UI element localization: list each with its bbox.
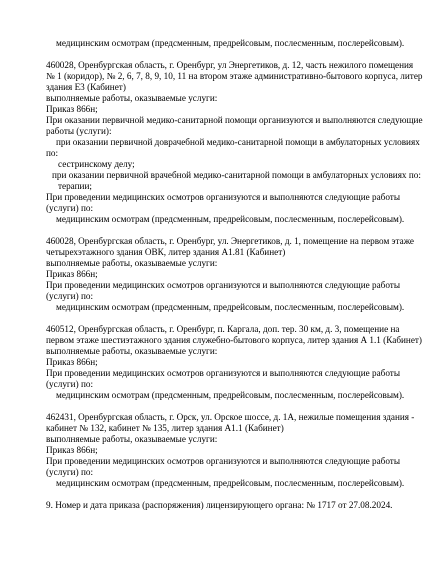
work-line: (услуги) по: (46, 379, 94, 389)
services-heading: выполняемые работы, оказываемые услуги: (46, 258, 218, 268)
address-line: 460028, Оренбургская область, г. Оренбург, ул Энергетиков, д. 12, часть нежилого помещения (46, 60, 414, 70)
work-line: при оказании первичной врачебной медико-санитарной помощи в амбулаторных условиях по: (52, 170, 421, 180)
order-line: Приказ 866н; (46, 357, 98, 367)
services-line: медицинским осмотрам (предсменным, предрейсовым, послесменным, послерейсовым). (56, 478, 405, 488)
work-line: При проведении медицинских осмотров организуются и выполняются следующие работы (46, 280, 400, 290)
services-heading: выполняемые работы, оказываемые услуги: (46, 93, 218, 103)
work-line: (услуги) по: (46, 203, 94, 213)
address-line: 462431, Оренбургская область, г. Орск, ул. Орское шоссе, д. 1А, нежилые помещения здания - (46, 412, 415, 422)
order-line: Приказ 866н; (46, 269, 98, 279)
work-line: сестринскому делу; (58, 159, 135, 169)
work-line: При оказании первичной медико-санитарной помощи организуются и выполняются следующие (46, 115, 423, 125)
work-line: терапии; (58, 181, 92, 191)
address-line: 460028, Оренбургская область, г. Оренбург, ул. Энергетиков, д. 1, помещение на первом этаже (46, 236, 415, 246)
work-line: (услуги) по: (46, 291, 94, 301)
services-heading: выполняемые работы, оказываемые услуги: (46, 434, 218, 444)
work-line: При проведении медицинских осмотров организуются и выполняются следующие работы (46, 192, 400, 202)
work-line: При проведении медицинских осмотров организуются и выполняются следующие работы (46, 456, 400, 466)
order-line: Приказ 866н; (46, 445, 98, 455)
services-line: медицинским осмотрам (предсменным, предрейсовым, послесменным, послерейсовым). (56, 302, 405, 312)
order-number-line: 9. Номер и дата приказа (распоряжения) лицензирующего органа: № 1717 от 27.08.2024. (46, 500, 393, 510)
address-line: кабинет № 132, кабинет № 135, литер здания А1.1 (Кабинет) (46, 423, 284, 433)
order-line: Приказ 866н; (46, 104, 98, 114)
work-line: (услуги) по: (46, 467, 94, 477)
work-line: по: (46, 148, 59, 158)
services-heading: выполняемые работы, оказываемые услуги: (46, 346, 218, 356)
address-line: первом этаже шестиэтажного здания служебно-бытового корпуса, литер здания А 1.1 (Кабинет) (46, 335, 422, 345)
address-line: четырехэтажного здания ОВК, литер здания А1.81 (Кабинет) (46, 247, 286, 257)
services-line: медицинским осмотрам (предсменным, предрейсовым, послесменным, послерейсовым). (56, 390, 405, 400)
address-line: здания Е3 (Кабинет) (46, 82, 126, 92)
work-line: при оказании первичной доврачебной медико-санитарной помощи в амбулаторных условиях (56, 137, 420, 147)
services-line: медицинским осмотрам (предсменным, предрейсовым, послесменным, послерейсовым). (56, 38, 405, 48)
address-line: 460512, Оренбургская область, г. Оренбург, п. Каргала, доп. тер. 30 км, д. 3, помещение на (46, 324, 400, 334)
address-line: № 1 (коридор), № 2, 6, 7, 8, 9, 10, 11 на втором этаже административно-бытового корпуса, литер (46, 71, 423, 81)
work-line: работы (услуги): (46, 126, 112, 136)
work-line: При проведении медицинских осмотров организуются и выполняются следующие работы (46, 368, 400, 378)
services-line: медицинским осмотрам (предсменным, предрейсовым, послесменным, послерейсовым). (56, 214, 405, 224)
